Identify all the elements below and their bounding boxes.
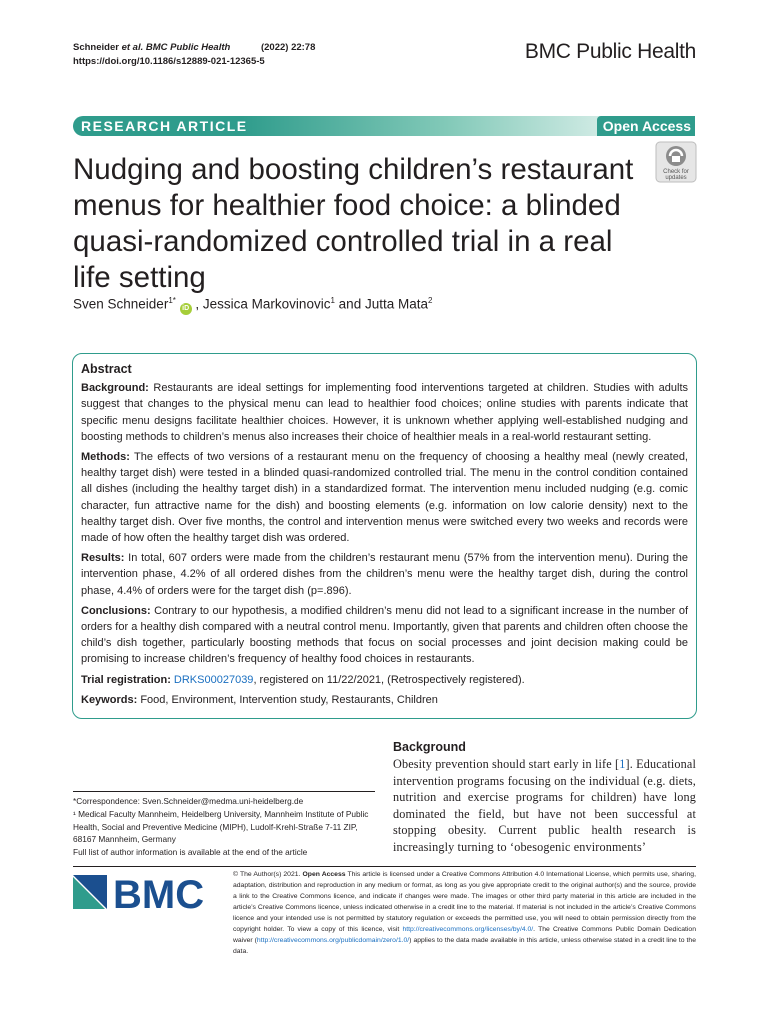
- doi-link[interactable]: https://doi.org/10.1186/s12889-021-12365-5: [73, 56, 265, 67]
- journal-short: et al. BMC Public Health: [121, 42, 231, 53]
- correspondence-affiliation: ¹ Medical Faculty Mannheim, Heidelberg University, Mannheim Institute of Public Health, Social and Preventive Medicine (MIPH), Ludolf-Krehl-Straße 7-11 ZIP, 68167 Mannheim, Germany: [73, 808, 369, 845]
- background-text-2: ]. Educational intervention programs focusing on the individual (e.g. diets, nutrition and exercise programs for children) have long dominated the field, but have not been successful at stopping obesity. Current public health research is increasingly turning to ‘obesogenic environments’: [393, 757, 696, 854]
- background-text: Restaurants are ideal settings for implementing food interventions targeted at children. Studies with adults suggest that changes to the physical menu can lead to healthier food choices; online studies with parents indicate that specific menu designs facilitate healthier choices. However, it is unknown whether applying well-established nudging and boosting methods to children’s menus also increases their choice of healthier meals in a real-world restaurant setting.: [81, 382, 688, 443]
- background-paragraph: [393, 756, 696, 855]
- license-body-2: . The Creative Commons Public Domain Dedication waiver (: [233, 926, 696, 944]
- orcid-icon[interactable]: iD: [180, 303, 192, 315]
- author-3[interactable]: and Jutta Mata: [338, 296, 428, 312]
- correspondence-more: Full list of author information is available at the end of the article: [73, 847, 308, 858]
- background-heading: Background: [393, 740, 466, 754]
- year-volume: (2022) 22:78: [260, 42, 316, 53]
- background-text-1: Obesity prevention should start early in life [: [393, 757, 620, 771]
- correspondence-divider: [73, 791, 375, 792]
- check-updates-label-2: updates: [665, 175, 687, 181]
- cc-by-link[interactable]: http://creativecommons.org/licenses/by/4.0/: [402, 926, 534, 933]
- check-updates-label-1: Check for: [663, 169, 689, 175]
- trial-label: Trial registration:: [81, 673, 171, 686]
- license-text: [233, 869, 696, 957]
- results-label: Results:: [81, 552, 125, 565]
- bmc-logo-icon: [73, 873, 215, 913]
- check-for-updates-button[interactable]: [655, 141, 697, 183]
- abstract-trial-registration: [81, 672, 688, 688]
- bmc-logo-text: BMC: [113, 873, 205, 913]
- citation-header: [73, 41, 315, 69]
- trial-text: , registered on 11/22/2021, (Retrospectively registered).: [253, 673, 525, 686]
- results-text: In total, 607 orders were made from the children’s restaurant menu (57% from the intervention menu). During the intervention phase, 4.2% of all ordered dishes from the children’s menu were the healthy target dish, during the control phase, 4.4% of orders were for the target dish (p=.896).: [81, 552, 688, 597]
- author-short: Schneider: [73, 42, 119, 53]
- bmc-logo: [73, 873, 215, 913]
- methods-text: The effects of two versions of a restaurant menu on the frequency of choosing a healthy meal (newly created, healthy target dish) were tested in a blinded quasi-randomized controlled trial. The menu in the control condition contained all dishes (including the healthy target dish) in a standardized format. The intervention menu included nudging (e.g. comic character, fun attractive name for the dish) and boosting elements (e.g. information on low calorie density) next to the healthy target dish. Over five months, the control and intervention menus were switched every two weeks and records were made of how often the healthy target dish was ordered.: [81, 451, 688, 545]
- check-updates-icon: [655, 141, 697, 183]
- license-divider: [73, 866, 696, 867]
- conclusions-text: Contrary to our hypothesis, a modified children’s menu did not lead to a significant increase in the number of orders for a healthy dish compared with a neutral control menu. Importantly, given that parents and children often choose the child’s dish together, particularly boosting methods that focus on social processes and joint decision making could be promising to increase children’s frequency of healthy food choices in restaurants.: [81, 604, 688, 666]
- license-open-access: Open Access: [302, 871, 346, 878]
- keywords-label: Keywords:: [81, 693, 138, 706]
- license-body-3: ) applies to the data made available in this article, unless otherwise stated in a credit line to the data.: [233, 937, 696, 955]
- author-3-affil: 2: [427, 296, 433, 305]
- license-body: This article is licensed under a Creative Commons Attribution 4.0 International License, which permits use, sharing, adaptation, distribution and reproduction in any medium or format, as long as you give appropriate credit to the original author(s) and the source, provide a link to the Creative Commons licence, and indicate if changes were made. The images or other third party material in this article are included in the article’s Creative Commons licence, unless indicated otherwise in a credit line to the material. If material is not included in the article’s Creative Commons licence and your intended use is not permitted by statutory regulation or exceeds the permitted use, you will need to obtain permission directly from the copyright holder. To view a copy of this licence, visit: [233, 871, 696, 933]
- article-title: Nudging and boosting children’s restaurant menus for healthier food choice: a blinded quasi-randomized controlled trial in a real life setting: [73, 153, 634, 294]
- abstract-results: [81, 550, 688, 599]
- author-1-affil: 1*: [168, 296, 176, 305]
- license-copyright: © The Author(s) 2021.: [233, 871, 303, 878]
- abstract-keywords: [81, 692, 688, 708]
- abstract-methods: [81, 449, 688, 546]
- reference-link[interactable]: 1: [619, 757, 626, 771]
- correspondence-email[interactable]: *Correspondence: Sven.Schneider@medma.uni-heidelberg.de: [73, 796, 304, 806]
- journal-name: BMC Public Health: [524, 40, 696, 63]
- author-1[interactable]: Sven Schneider: [73, 296, 169, 312]
- abstract-heading: Abstract: [81, 362, 132, 376]
- cc-zero-link[interactable]: http://creativecommons.org/publicdomain/zero/1.0/: [256, 937, 410, 944]
- author-list: [73, 296, 432, 315]
- abstract-conclusions: [81, 603, 688, 668]
- methods-label: Methods:: [81, 451, 130, 464]
- open-access-badge[interactable]: Open Access: [597, 116, 695, 136]
- trial-registration-link[interactable]: DRKS00027039: [173, 673, 254, 686]
- background-label: Background:: [81, 382, 149, 395]
- correspondence-note: [73, 795, 375, 859]
- author-2[interactable]: , Jessica Markovinovic: [195, 296, 331, 312]
- article-type-label: RESEARCH ARTICLE: [81, 118, 248, 134]
- author-2-affil: 1: [330, 296, 335, 305]
- article-type-banner: [73, 116, 695, 136]
- abstract-background: [81, 380, 688, 445]
- conclusions-label: Conclusions:: [81, 604, 151, 617]
- abstract-box: [72, 353, 697, 719]
- keywords-text: Food, Environment, Intervention study, Restaurants, Children: [140, 693, 438, 706]
